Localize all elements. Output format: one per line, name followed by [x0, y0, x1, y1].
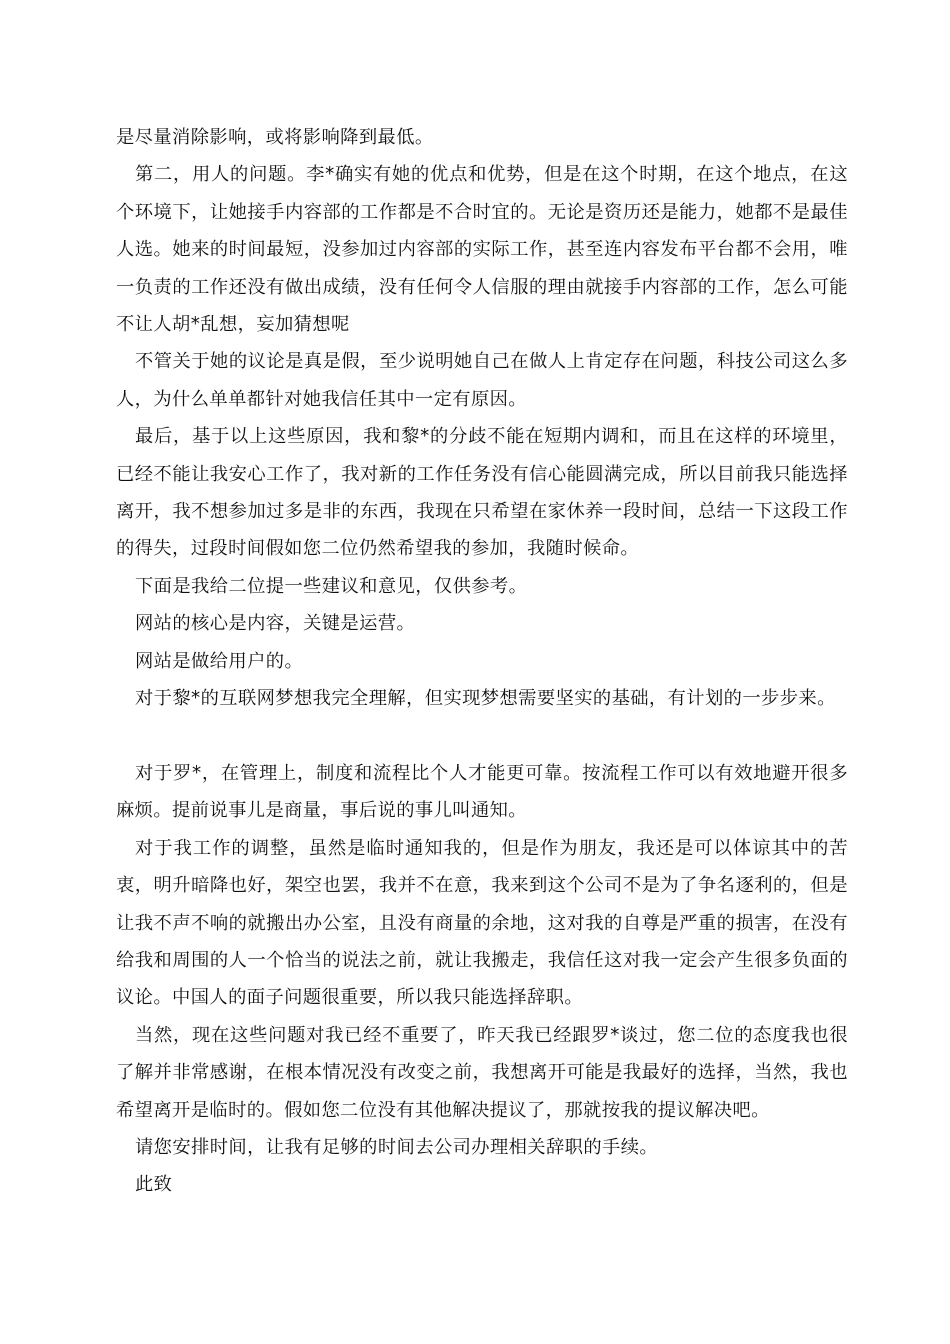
paragraph-conclusion: 最后，基于以上这些原因，我和黎*的分歧不能在短期内调和，而且在这样的环境里，已经不能让我安心工作了，我对新的工作任务没有信心能圆满完成，所以目前我只能选择离开，我不想参加过多是非的东西，我现在只希望在家休养一段时间，总结一下这段工作的得失，过段时间假如您二位仍然希望我的参加，我随时候命。 — [116, 426, 848, 560]
paragraph-personnel-issue: 第二，用人的问题。李*确实有她的优点和优势，但是在这个时期，在这个地点，在这个环境下，让她接手内容部的工作都是不合时宜的。无论是资历还是能力，她都不是最佳人选。她来的时间最短，没参加过内容部的实际工作，甚至连内容发布平台都不会用，唯一负责的工作还没有做出成绩，没有任何令人信服的理由就接手内容部的工作，怎么可能不让人胡*乱想，妄加猜想呢 — [116, 164, 848, 336]
paragraph-suggestions-intro: 下面是我给二位提一些建议和意见，仅供参考。 — [135, 575, 528, 597]
paragraph-request: 请您安排时间，让我有足够的时间去公司办理相关辞职的手续。 — [135, 1136, 659, 1158]
paragraph-suggestion-dream: 对于黎*的互联网梦想我完全理解，但实现梦想需要坚实的基础，有计划的一步步来。 — [135, 688, 836, 710]
paragraph-rumors: 不管关于她的议论是真是假，至少说明她自己在做人上肯定存在问题，科技公司这么多人，为什么单单都针对她我信任其中一定有原因。 — [116, 351, 848, 410]
paragraph-suggestion-management: 对于罗*，在管理上，制度和流程比个人才能更可靠。按流程工作可以有效地避开很多麻烦。提前说事儿是商量，事后说的事儿叫通知。 — [116, 762, 848, 822]
paragraph-continuation: 是尽量消除影响，或将影响降到最低。 — [116, 127, 434, 148]
paragraph-suggestion-content: 网站的核心是内容，关键是运营。 — [135, 613, 416, 635]
blank-line — [116, 718, 848, 755]
paragraph-job-adjustment: 对于我工作的调整，虽然是临时通知我的，但是作为朋友，我还是可以体谅其中的苦衷，明升暗降也好，架空也罢，我并不在意，我来到这个公司不是为了争名逐利的，但是让我不声不响的就搬出办公室，且没有商量的余地，这对我的自尊是严重的损害，在没有给我和周围的人一个恰当的说法之前，就让我搬走，我信任这对我一定会产生很多负面的议论。中国人的面子问题很重要，所以我只能选择辞职。 — [116, 837, 848, 1009]
paragraph-suggestion-users: 网站是做给用户的。 — [135, 650, 304, 672]
closing-salutation: 此致 — [135, 1174, 173, 1196]
paragraph-decision: 当然，现在这些问题对我已经不重要了，昨天我已经跟罗*谈过，您二位的态度我也很了解并非常感谢，在根本情况没有改变之前，我想离开可能是我最好的选择，当然，我也希望离开是临时的。假如您二位没有其他解决提议了，那就按我的提议解决吧。 — [116, 1024, 848, 1121]
letter-body — [116, 119, 848, 1204]
